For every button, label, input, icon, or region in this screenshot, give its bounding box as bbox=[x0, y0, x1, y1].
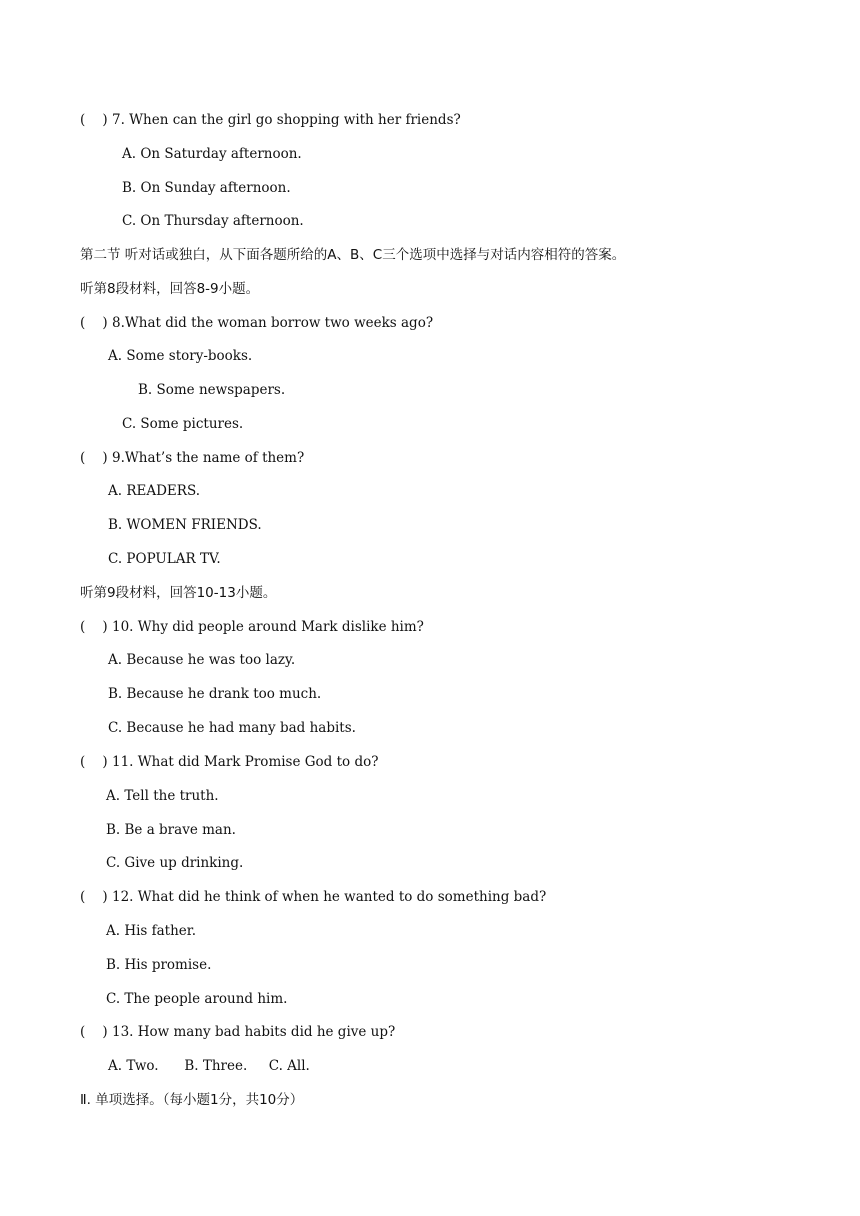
option-10c: C. Because he had many bad habits. bbox=[108, 720, 356, 736]
option-11c: C. Give up drinking. bbox=[106, 855, 244, 871]
material-8-heading: 听第8段材料，回答8-9小题。 bbox=[80, 281, 260, 297]
option-8a: A. Some story-books. bbox=[108, 348, 253, 364]
material-9-heading: 听第9段材料，回答10-13小题。 bbox=[80, 585, 277, 601]
part-2-heading: Ⅱ. 单项选择。（每小题1分，共10分） bbox=[80, 1092, 304, 1108]
option-7b: B. On Sunday afternoon. bbox=[122, 180, 291, 196]
option-7c: C. On Thursday afternoon. bbox=[122, 213, 304, 229]
option-11b: B. Be a brave man. bbox=[106, 822, 236, 838]
option-10a: A. Because he was too lazy. bbox=[108, 652, 296, 668]
question-11: ( ) 11. What did Mark Promise God to do? bbox=[80, 754, 379, 770]
option-11a: A. Tell the truth. bbox=[106, 788, 219, 804]
options-13: A. Two. B. Three. C. All. bbox=[108, 1058, 310, 1074]
option-10b: B. Because he drank too much. bbox=[108, 686, 322, 702]
option-12c: C. The people around him. bbox=[106, 991, 288, 1007]
question-10: ( ) 10. Why did people around Mark dislike him? bbox=[80, 619, 424, 635]
option-9c: C. POPULAR TV. bbox=[108, 551, 221, 567]
option-7a: A. On Saturday afternoon. bbox=[122, 146, 302, 162]
option-9b: B. WOMEN FRIENDS. bbox=[108, 517, 262, 533]
option-12a: A. His father. bbox=[106, 923, 197, 939]
option-9a: A. READERS. bbox=[108, 483, 201, 499]
option-8c: C. Some pictures. bbox=[122, 416, 244, 432]
question-7: ( ) 7. When can the girl go shopping with her friends? bbox=[80, 112, 461, 128]
question-8: ( ) 8.What did the woman borrow two weeks ago? bbox=[80, 315, 434, 331]
option-8b: B. Some newspapers. bbox=[138, 382, 286, 398]
question-9: ( ) 9.What’s the name of them? bbox=[80, 450, 305, 466]
question-13: ( ) 13. How many bad habits did he give up? bbox=[80, 1024, 396, 1040]
option-12b: B. His promise. bbox=[106, 957, 212, 973]
section-heading: 第二节 听对话或独白，从下面各题所给的A、B、C三个选项中选择与对话内容相符的答案。 bbox=[80, 247, 626, 263]
question-12: ( ) 12. What did he think of when he wanted to do something bad? bbox=[80, 889, 547, 905]
